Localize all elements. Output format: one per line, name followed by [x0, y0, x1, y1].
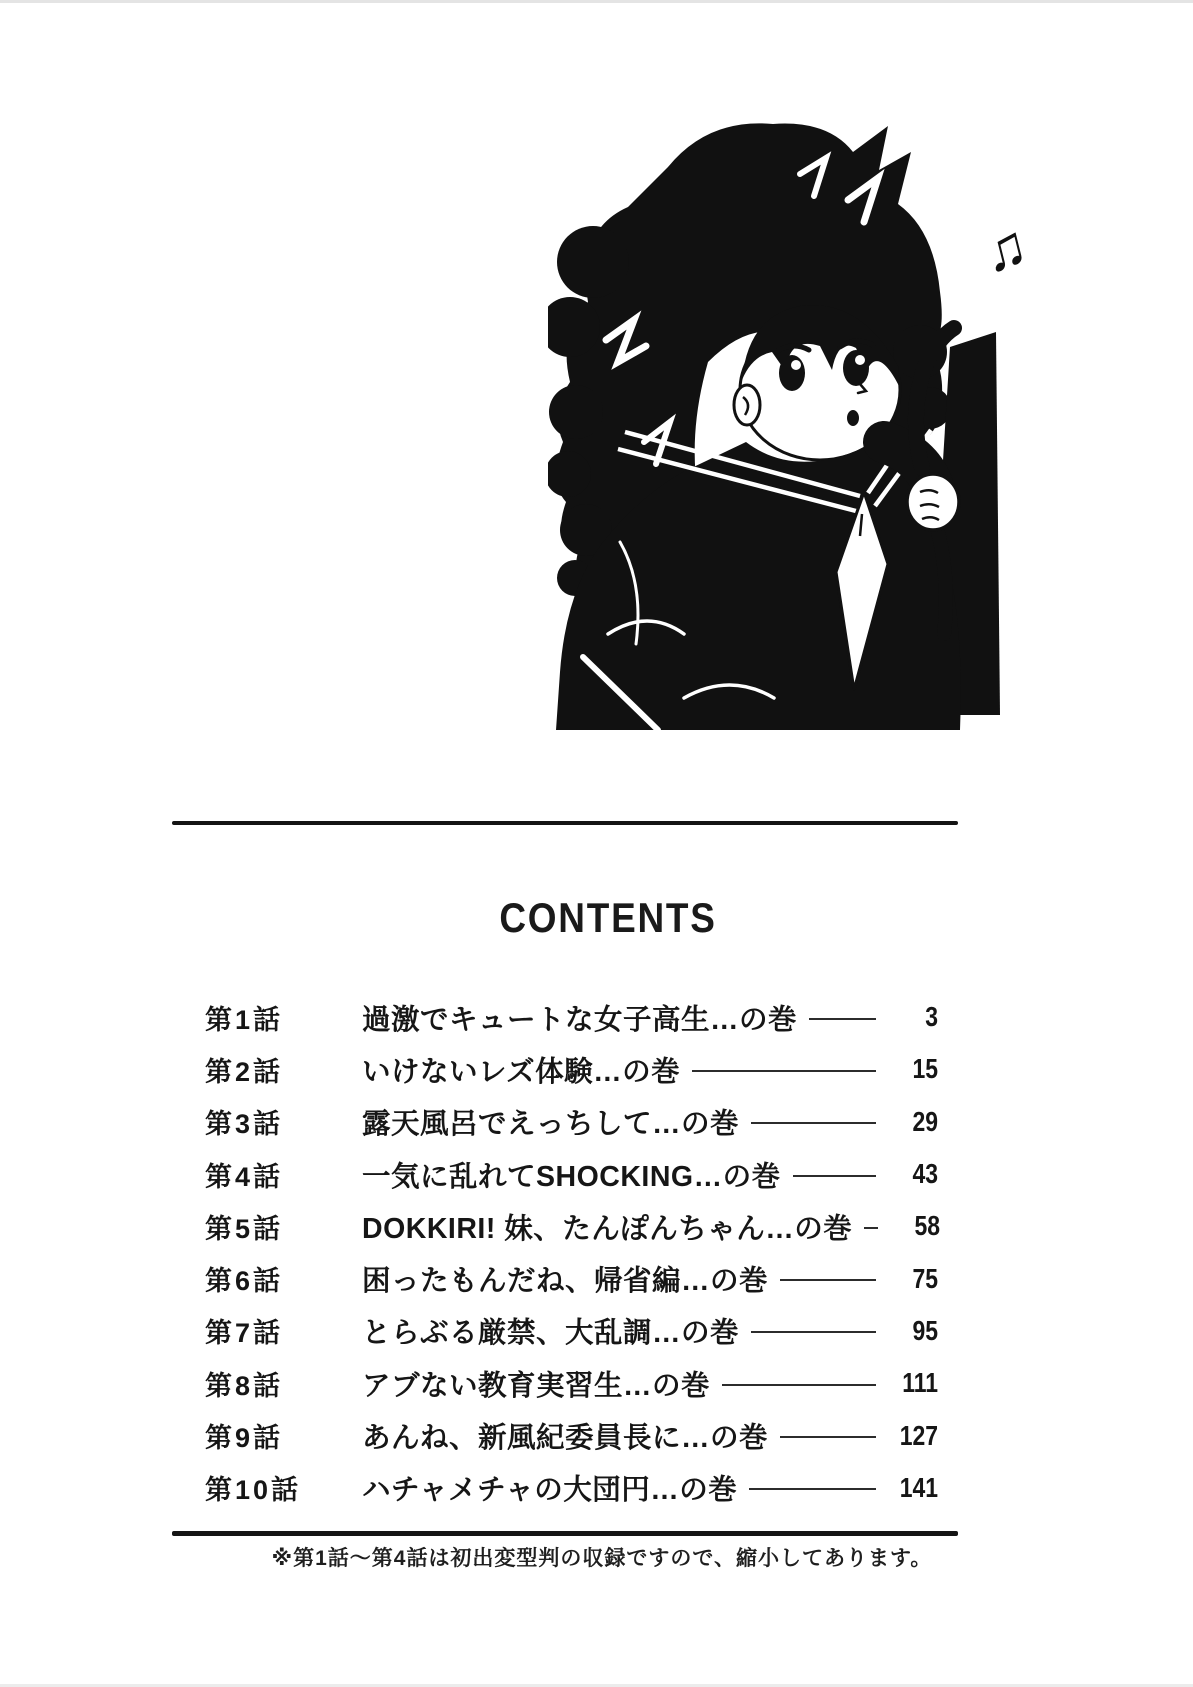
girl-illustration — [548, 112, 1048, 730]
toc-row — [205, 1200, 941, 1252]
chapter-label: 第2話 — [205, 1056, 284, 1087]
chapter-title: ハチャメチャの大団円…の巻 — [362, 1474, 738, 1507]
chapter-page-number: 43 — [912, 1158, 938, 1190]
chapter-title: あんね、新風紀委員長に…の巻 — [362, 1422, 769, 1455]
leader-line — [809, 1018, 876, 1020]
bag-strap-lower — [938, 532, 946, 634]
chapter-page-number: 29 — [912, 1105, 938, 1137]
chapter-label: 第9話 — [205, 1423, 284, 1454]
chapter-label: 第8話 — [205, 1370, 284, 1401]
leader-line — [692, 1070, 876, 1072]
chapter-page-number: 58 — [914, 1210, 941, 1242]
chapter-page-number: 141 — [899, 1471, 938, 1503]
chapter-title: 露天風呂でえっちして…の巻 — [362, 1108, 740, 1141]
leader-line — [864, 1227, 878, 1229]
chapter-title: とらぶる厳禁、大乱調…の巻 — [362, 1317, 740, 1350]
leader-line — [780, 1279, 876, 1281]
chapter-label: 第3話 — [205, 1109, 284, 1140]
toc-row — [205, 1252, 938, 1304]
chapter-page-number: 75 — [912, 1262, 938, 1294]
chapter-title: 困ったもんだね、帰省編…の巻 — [362, 1265, 769, 1298]
ear — [734, 385, 760, 425]
chapter-title: DOKKIRI! 妹、たんぽんちゃん…の巻 — [362, 1212, 853, 1245]
music-note-icon: ♫ — [976, 211, 1035, 286]
leader-line — [751, 1122, 876, 1124]
page-title: CONTENTS — [499, 894, 717, 941]
chapter-label: 第4話 — [205, 1161, 284, 1192]
toc-row — [205, 1043, 938, 1095]
toc-row — [205, 1148, 938, 1200]
top-rule — [172, 821, 958, 825]
chapter-title: 一気に乱れてSHOCKING…の巻 — [362, 1160, 781, 1193]
chapter-label: 第10話 — [205, 1475, 302, 1506]
chapter-title: いけないレズ体験…の巻 — [362, 1055, 681, 1088]
toc-row — [205, 1409, 938, 1461]
leader-line — [751, 1331, 876, 1333]
chapter-label: 第6話 — [205, 1266, 284, 1297]
chapter-page-number: 127 — [899, 1419, 938, 1451]
leader-line — [780, 1436, 876, 1438]
fist — [907, 474, 959, 530]
mouth — [847, 410, 859, 426]
chapter-page-number: 95 — [912, 1314, 938, 1346]
table-of-contents — [205, 991, 941, 1514]
leader-line — [749, 1488, 876, 1490]
bottom-rule — [172, 1531, 958, 1536]
chapter-page-number: 15 — [912, 1053, 938, 1085]
scan-artifact-top — [0, 0, 1193, 3]
leader-line — [722, 1384, 876, 1386]
chapter-title: アブない教育実習生…の巻 — [362, 1369, 711, 1402]
footnote: ※第1話～第4話は初出変型判の収録ですので、縮小してあります。 — [271, 1547, 933, 1570]
chapter-label: 第5話 — [205, 1213, 284, 1244]
chapter-label: 第7話 — [205, 1318, 284, 1349]
chapter-page-number: 3 — [925, 1001, 938, 1033]
chapter-title: 過激でキュートな女子高生…の巻 — [362, 1003, 798, 1036]
toc-row — [205, 1096, 938, 1148]
toc-row — [205, 991, 938, 1043]
toc-row — [205, 1462, 938, 1514]
toc-row — [205, 1357, 938, 1409]
toc-row — [205, 1305, 938, 1357]
chapter-page-number: 111 — [902, 1367, 938, 1399]
leader-line — [793, 1175, 876, 1177]
chapter-label: 第1話 — [205, 1004, 284, 1035]
